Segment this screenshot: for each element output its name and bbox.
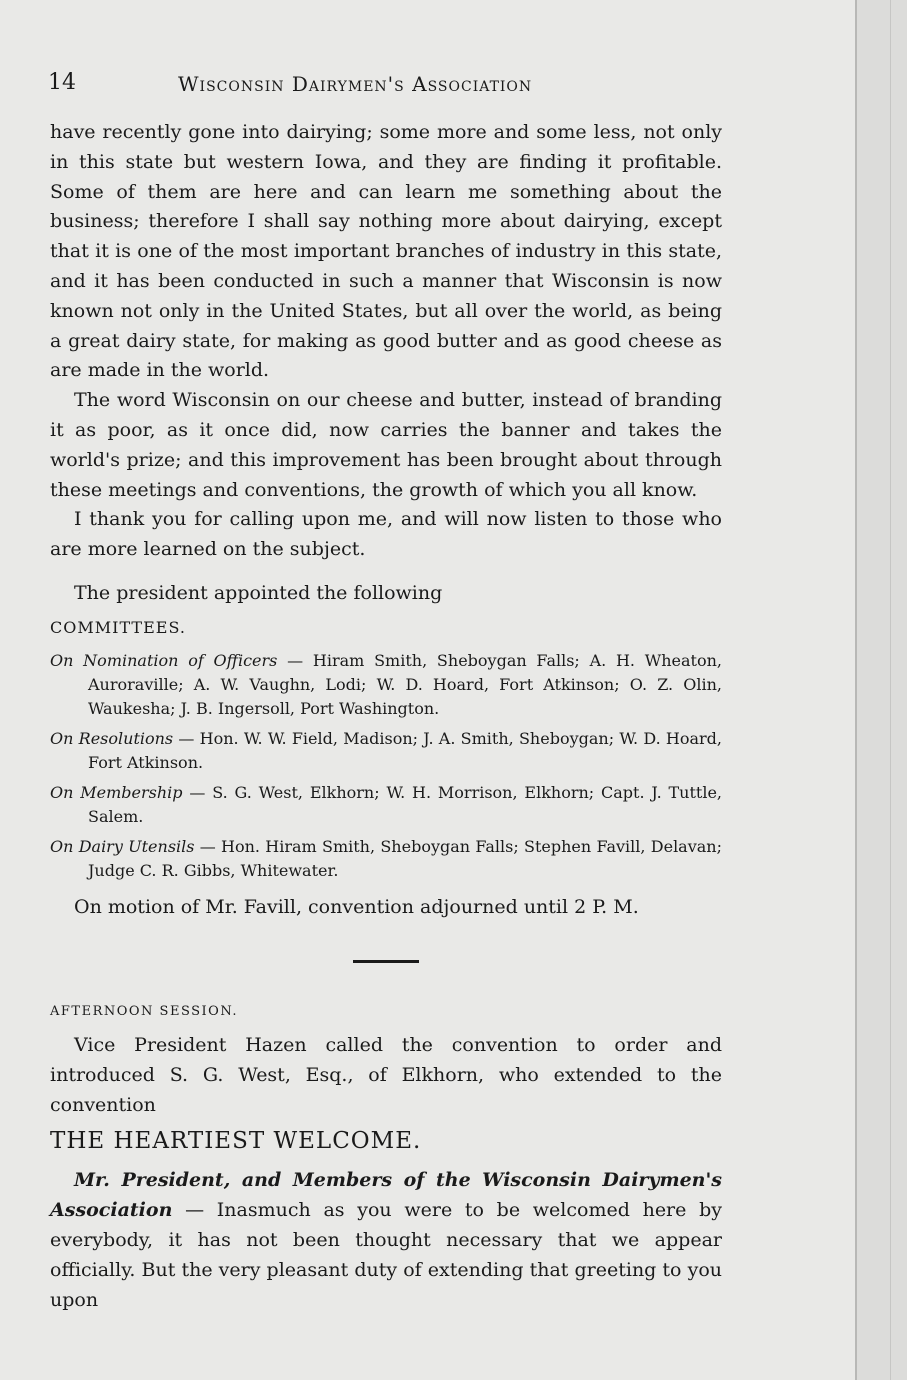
paragraph-welcome-speech xyxy=(50,1166,722,1315)
page-body xyxy=(50,118,722,1315)
committees-heading: COMMITTEES. xyxy=(50,617,186,637)
committee-role: On Nomination of Officers xyxy=(50,650,278,670)
paragraph-appointment: The president appointed the following xyxy=(74,581,443,604)
afternoon-session-heading: AFTERNOON SESSION. xyxy=(50,1004,239,1020)
page-edge-line xyxy=(890,0,891,1380)
running-title: Wisconsin Dairymen's Association xyxy=(178,72,533,96)
page-header xyxy=(48,70,588,100)
committee-item xyxy=(50,835,722,883)
paragraph-introduction: Vice President Hazen called the convention to order and introduced S. G. West, Esq., of Elkhorn, who extended to the convention xyxy=(50,1034,722,1116)
committee-role: On Dairy Utensils xyxy=(50,836,195,856)
paragraph-wisconsin-brand: The word Wisconsin on our cheese and butter, instead of branding it as poor, as it once did, now carries the banner and takes the world's prize; and this improvement has been brought about through these meetings and conventions, the growth of which you all know. xyxy=(50,389,722,501)
committee-role: On Membership xyxy=(50,782,183,802)
adjournment-motion: On motion of Mr. Favill, convention adjourned until 2 P. M. xyxy=(74,895,639,918)
section-divider xyxy=(353,960,419,963)
committee-item xyxy=(50,649,722,721)
committee-item xyxy=(50,727,722,775)
speech-salutation: Mr. President, and Members of the Wisconsin Dairymen's Association xyxy=(50,1169,722,1222)
committee-members: — S. G. West, Elkhorn; W. H. Morrison, Elkhorn; Capt. J. Tuttle, Salem. xyxy=(88,782,723,826)
page-number: 14 xyxy=(48,70,76,95)
welcome-title: THE HEARTIEST WELCOME. xyxy=(50,1127,422,1154)
committee-role: On Resolutions xyxy=(50,728,174,748)
paragraph-dairying: have recently gone into dairying; some more and some less, not only in this state but western Iowa, and they are finding it profitable. Some of them are here and can learn me something about the business; therefore I shall say nothing more about dairying, except that it is one of the most important branches of industry in this state, and it has been conducted in such a manner that Wisconsin is now known not only in the United States, but all over the world, as being a great dairy state, for making as good butter and as good cheese as are made in the world. xyxy=(50,121,722,382)
committee-members: — Hon. Hiram Smith, Sheboygan Falls; Stephen Favill, Delavan; Judge C. R. Gibbs, Whitewater. xyxy=(88,836,722,880)
committee-members: — Hiram Smith, Sheboygan Falls; A. H. Wheaton, Auroraville; A. W. Vaughn, Lodi; W. D. Hoard, Fort Atkinson; O. Z. Olin, Waukesha; J. B. Ingersoll, Port Washington. xyxy=(88,650,722,718)
committee-members: — Hon. W. W. Field, Madison; J. A. Smith, Sheboygan; W. D. Hoard, Fort Atkinson. xyxy=(88,728,723,772)
speech-text: — Inasmuch as you were to be welcomed here by everybody, it has not been thought necessary that we appear officially. But the very pleasant duty of extending that greeting to you upon xyxy=(50,1199,722,1311)
page-edge-shadow xyxy=(855,0,907,1380)
paragraph-thanks: I thank you for calling upon me, and will now listen to those who are more learned on the subject. xyxy=(50,508,722,561)
committee-item xyxy=(50,781,722,829)
